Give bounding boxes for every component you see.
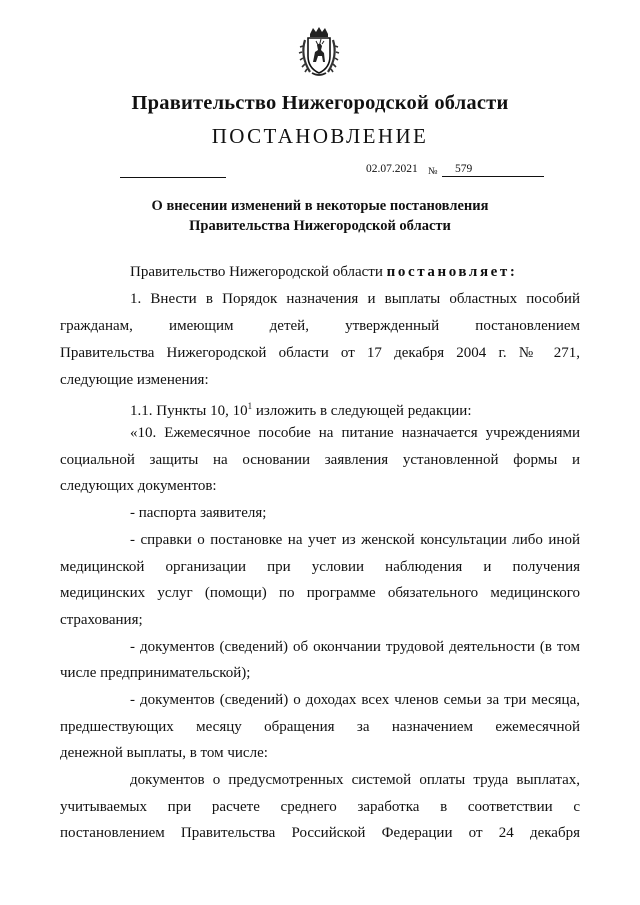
p8-line-3: постановлением Правительства Российской Федерации от 24 декабря <box>60 825 580 841</box>
p5-line-3: медицинских услуг (помощи) по программе обязательного медицинского <box>60 585 580 601</box>
document-subject <box>0 196 640 236</box>
p2-superscript: 1 <box>247 401 253 411</box>
p7-line-3: денежной выплаты, в том числе: <box>60 745 268 761</box>
p7-line-1: - документов (сведений) о доходах всех членов семьи за три месяца, <box>130 692 580 708</box>
coat-of-arms-icon <box>296 26 342 78</box>
p2-text-a: 1.1. Пункты 10, 10 <box>130 403 248 419</box>
p3-line-2: социальной защиты на основании заявления установленной формы и <box>60 452 580 468</box>
p8-line-2: учитываемых при расчете среднего заработка в соответствии с <box>60 799 580 815</box>
signature-date-line <box>120 177 226 178</box>
p4-line: - паспорта заявителя; <box>130 505 267 521</box>
p5-line-4: страхования; <box>60 612 143 628</box>
number-label: № <box>428 166 438 177</box>
subject-line-2: Правительства Нижегородской области <box>189 218 451 234</box>
p2-text-b: изложить в следующей редакции: <box>252 403 472 419</box>
p1-line-1: 1. Внести в Порядок назначения и выплаты областных пособий <box>130 291 580 307</box>
p1-line-2: гражданам, имеющим детей, утвержденный постановлением <box>60 318 580 334</box>
p6-line-2: числе предпринимательской); <box>60 665 251 681</box>
p8-line-1: документов о предусмотренных системой оплаты труда выплатах, <box>130 772 580 788</box>
p6-line-1: - документов (сведений) об окончании трудовой деятельности (в том <box>130 639 580 655</box>
p5-line-1: - справки о постановке на учет из женской консультации либо иной <box>130 532 580 548</box>
document-number: 579 <box>455 163 473 175</box>
p5-line-2: медицинской организации при условии наблюдения и получения <box>60 559 580 575</box>
subject-line-1: О внесении изменений в некоторые постановления <box>151 198 489 214</box>
p3-line-1: «10. Ежемесячное пособие на питание назначается учреждениями <box>130 425 580 441</box>
p1-line-4: следующие изменения: <box>60 372 209 388</box>
p1-line-3: Правительства Нижегородской области от 17 декабря 2004 г. № 271, <box>60 345 580 361</box>
document-type: ПОСТАНОВЛЕНИЕ <box>211 124 429 148</box>
preamble-resolves: постановляет: <box>386 264 518 280</box>
p3-line-3: следующих документов: <box>60 478 217 494</box>
p7-line-2: предшествующих месяцу обращения за назначением ежемесячной <box>60 719 580 735</box>
preamble-text: Правительство Нижегородской области <box>130 264 383 280</box>
number-field <box>442 163 544 177</box>
government-title: Правительство Нижегородской области <box>131 92 509 114</box>
p2-line <box>130 396 580 421</box>
document-date: 02.07.2021 <box>366 163 418 175</box>
preamble <box>130 262 580 282</box>
